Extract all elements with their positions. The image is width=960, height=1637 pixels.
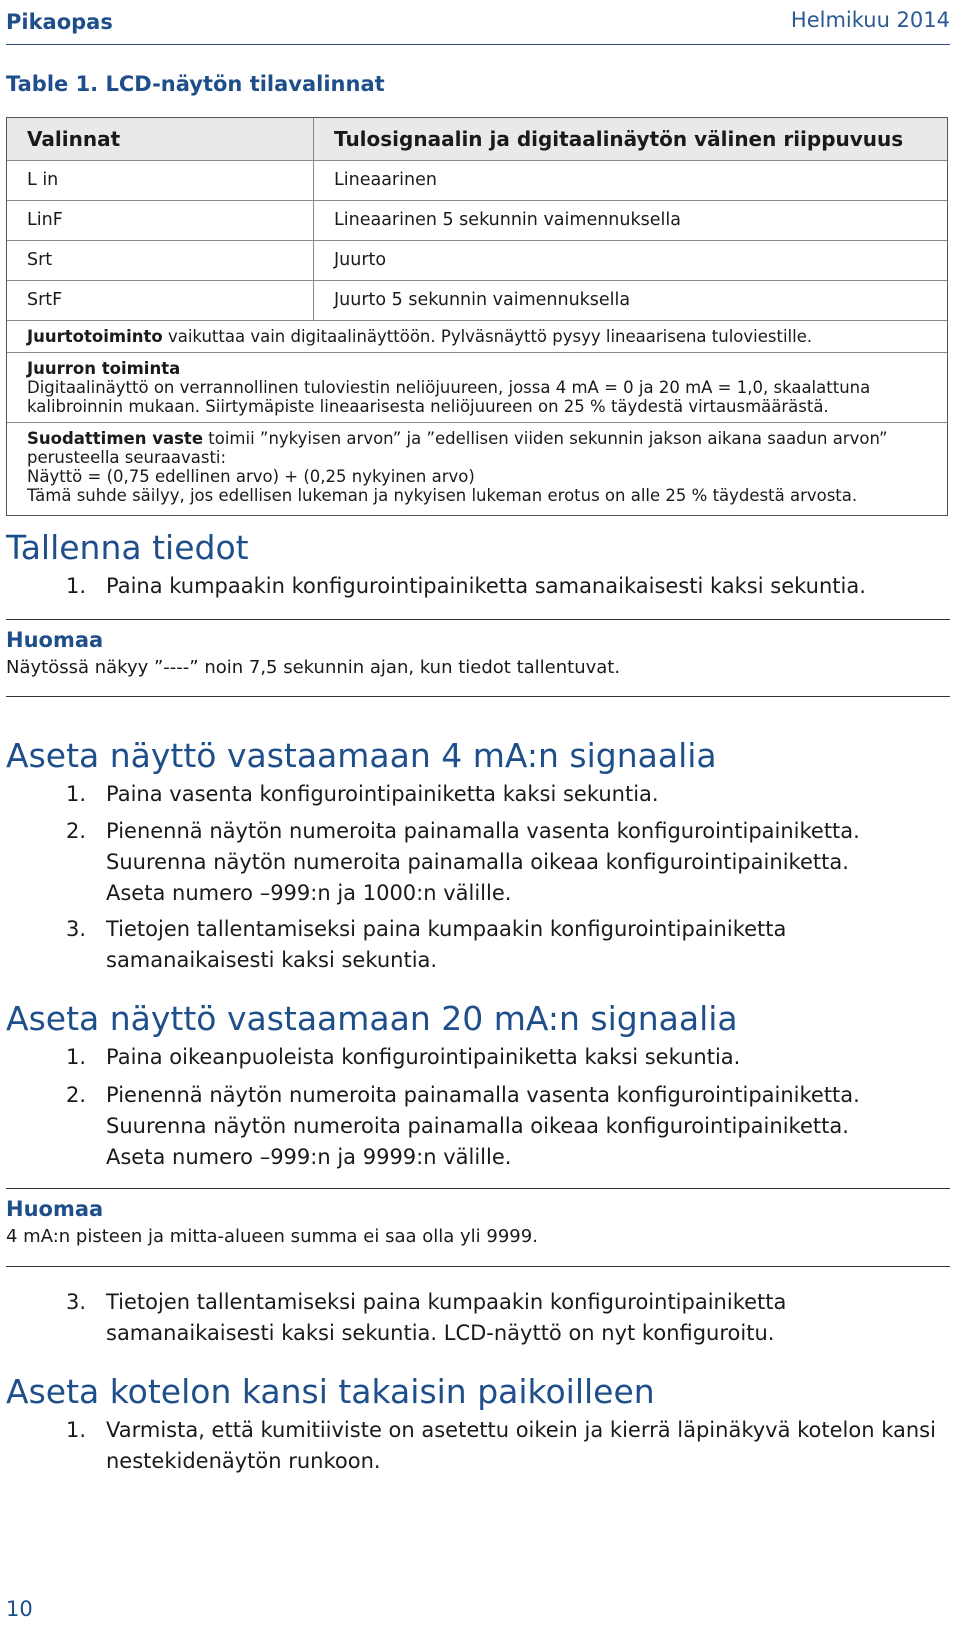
- step-text: Paina kumpaakin konfigurointipainiketta samanaikaisesti kaksi sekuntia.: [106, 574, 866, 598]
- table-header-row: [7, 118, 947, 161]
- step-number: 1.: [66, 1418, 87, 1442]
- section-title-aseta-4ma: Aseta näyttö vastaamaan 4 mA:n signaalia: [6, 736, 717, 775]
- header-date: Helmikuu 2014: [790, 8, 950, 32]
- table-cell: Srt: [7, 241, 314, 280]
- table-cell: L in: [7, 161, 314, 200]
- note-bold-term: Suodattimen vaste: [27, 429, 204, 448]
- note-text: Näytössä näkyy ”----” noin 7,5 sekunnin ajan, kun tiedot tallentuvat.: [6, 657, 621, 678]
- note-title: Huomaa: [6, 628, 104, 652]
- section-title-aseta-20ma: Aseta näyttö vastaamaan 20 mA:n signaalia: [6, 999, 738, 1038]
- table-header-cell: Valinnat: [7, 118, 314, 160]
- note-text: Digitaalinäyttö on verrannollinen tuloviestin neliöjuureen, jossa 4 mA = 0 ja 20 mA = 1,0, skaalattuna kalibroinnin mukaan. Siirtymäpiste lineaarisesta neliöjuureen on 25 % täydestä virtausmäärästä.: [27, 378, 871, 416]
- step-number: 3.: [66, 1290, 87, 1314]
- step-text: Tietojen tallentamiseksi paina kumpaakin konfigurointipainiketta samanaikaisesti kaksi sekuntia.: [106, 917, 787, 972]
- note-bold-term: Juurtotoiminto: [27, 327, 163, 346]
- note-text: 4 mA:n pisteen ja mitta-alueen summa ei saa olla yli 9999.: [6, 1226, 538, 1247]
- section-title-kansi: Aseta kotelon kansi takaisin paikoilleen: [6, 1372, 655, 1411]
- step-item: [66, 1080, 886, 1173]
- table-row: [7, 281, 947, 321]
- step-item: [66, 1042, 946, 1073]
- step-number: 1.: [66, 782, 87, 806]
- table-cell: Lineaarinen: [334, 170, 437, 190]
- note-formula: Näyttö = (0,75 edellinen arvo) + (0,25 nykyinen arvo): [27, 467, 475, 486]
- table-caption: Table 1. LCD-näytön tilavalinnat: [6, 72, 385, 96]
- table-row: [7, 161, 947, 201]
- note-block: [6, 619, 950, 697]
- table-cell: Juurto 5 sekunnin vaimennuksella: [334, 290, 631, 310]
- table-row: [7, 201, 947, 241]
- table-note-juurron: [7, 353, 947, 423]
- note-condition: Tämä suhde säilyy, jos edellisen lukeman ja nykyisen lukeman erotus on alle 25 % täydestä arvosta.: [27, 486, 858, 505]
- table-header-cell: Tulosignaalin ja digitaalinäytön välinen riippuvuus: [334, 127, 904, 151]
- step-text: Pienennä näytön numeroita painamalla vasenta konfigurointipainiketta. Suurenna näytön numeroita painamalla oikeaa konfigurointipainiketta. Aseta numero –999:n ja 9999:n välille.: [106, 1083, 860, 1169]
- page-number: 10: [6, 1597, 33, 1621]
- table-cell: Lineaarinen 5 sekunnin vaimennuksella: [334, 210, 681, 230]
- step-number: 3.: [66, 917, 87, 941]
- step-text: Paina vasenta konfigurointipainiketta kaksi sekuntia.: [106, 782, 659, 806]
- step-number: 2.: [66, 819, 87, 843]
- page-header: [6, 6, 950, 45]
- note-block: [6, 1188, 950, 1267]
- section-title-tallenna: Tallenna tiedot: [6, 528, 249, 567]
- step-number: 2.: [66, 1083, 87, 1107]
- step-number: 1.: [66, 574, 87, 598]
- step-item: [66, 1287, 826, 1349]
- step-item: [66, 571, 946, 602]
- step-text: Paina oikeanpuoleista konfigurointipainiketta kaksi sekuntia.: [106, 1045, 741, 1069]
- note-bold-term: Juurron toiminta: [27, 359, 181, 378]
- table-cell: SrtF: [7, 281, 314, 320]
- step-text: Varmista, että kumitiiviste on asetettu oikein ja kierrä läpinäkyvä kotelon kansi nestekidenäytön runkoon.: [106, 1418, 936, 1473]
- table-note-suodattimen: [7, 423, 947, 515]
- table-cell: LinF: [7, 201, 314, 240]
- note-text: toimii ”nykyisen arvon” ja ”edellisen viiden sekunnin jakson aikana saadun arvon” perusteella seuraavasti:: [27, 429, 888, 467]
- note-text: vaikuttaa vain digitaalinäyttöön. Pylväsnäyttö pysyy lineaarisena tuloviestille.: [162, 327, 813, 346]
- table-note-juurtotoiminto: [7, 321, 947, 353]
- table-cell: Juurto: [334, 250, 387, 270]
- step-item: [66, 914, 826, 976]
- note-title: Huomaa: [6, 1197, 104, 1221]
- step-text: Tietojen tallentamiseksi paina kumpaakin konfigurointipainiketta samanaikaisesti kaksi sekuntia. LCD-näyttö on nyt konfiguroitu.: [106, 1290, 787, 1345]
- step-item: [66, 816, 886, 909]
- step-item: [66, 1415, 946, 1477]
- header-title: Pikaopas: [6, 10, 113, 34]
- table-row: [7, 241, 947, 281]
- step-item: [66, 779, 946, 810]
- step-text: Pienennä näytön numeroita painamalla vasenta konfigurointipainiketta. Suurenna näytön numeroita painamalla oikeaa konfigurointipainiketta. Aseta numero –999:n ja 1000:n välille.: [106, 819, 860, 905]
- step-number: 1.: [66, 1045, 87, 1069]
- lcd-mode-table: [6, 117, 948, 516]
